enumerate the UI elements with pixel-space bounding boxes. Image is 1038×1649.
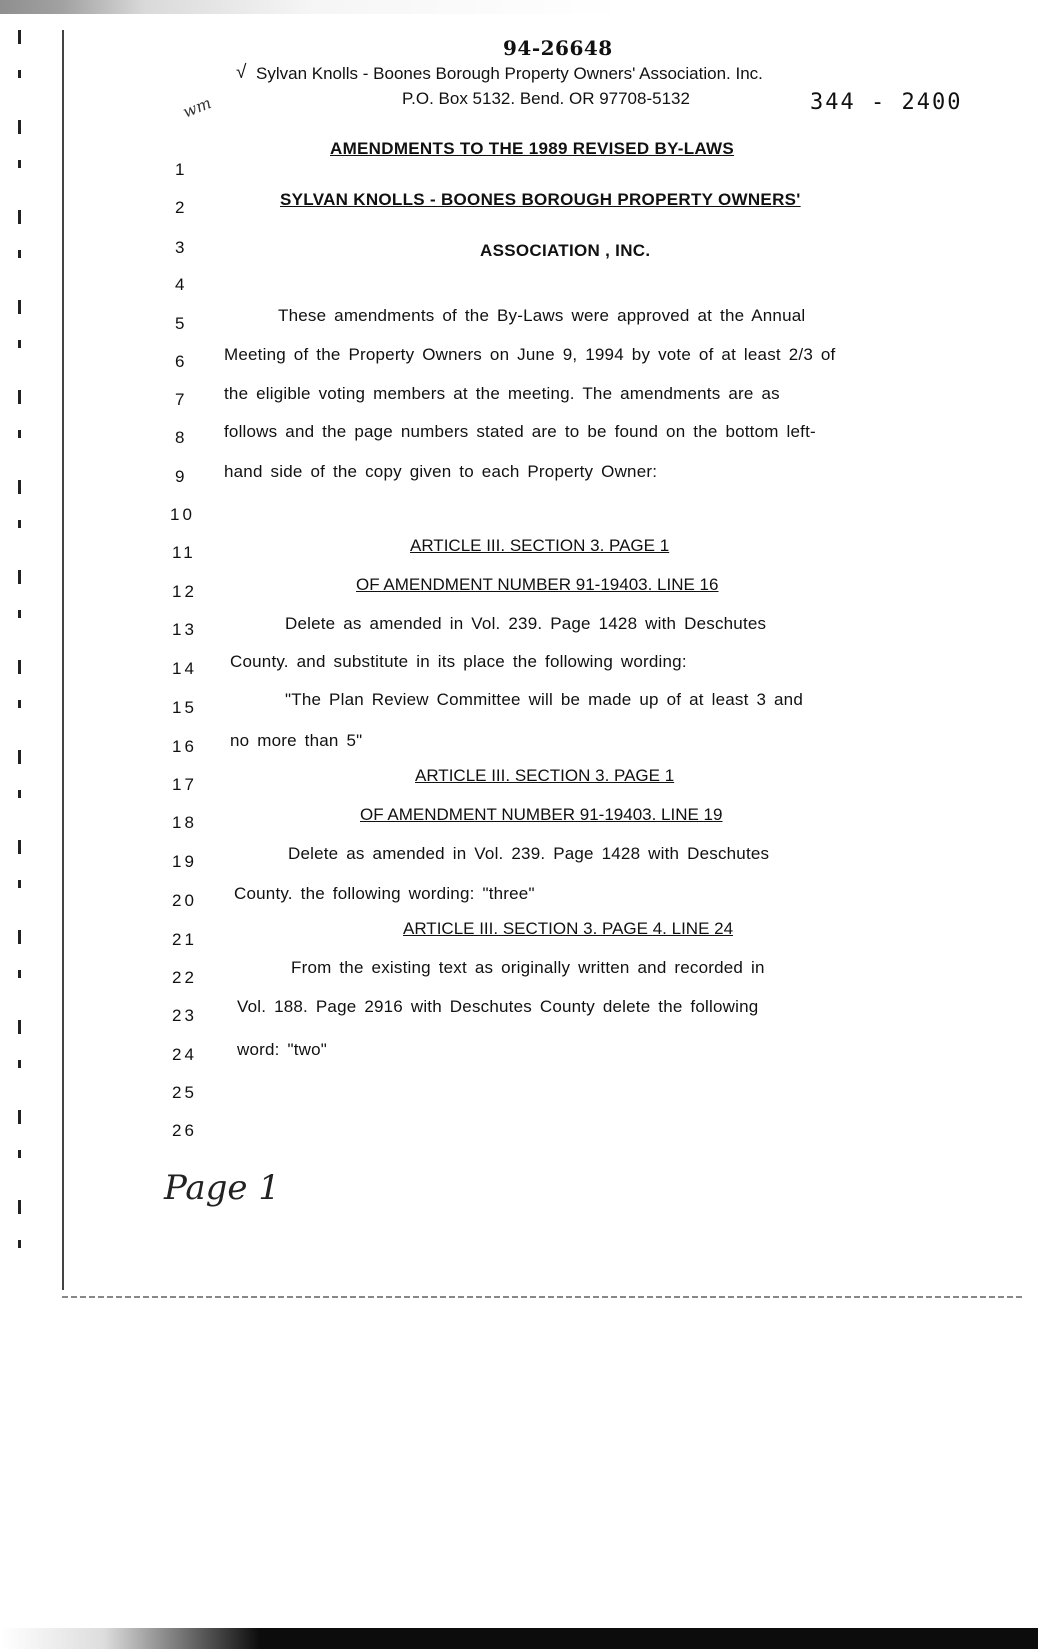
line-number: 22 — [172, 968, 197, 987]
scan-edge-left — [18, 30, 21, 1270]
intro-line: follows and the page numbers stated are to be found on the bottom left- — [224, 422, 816, 441]
amendment-line: From the existing text as originally written and recorded in — [291, 958, 765, 977]
intro-line: Meeting of the Property Owners on June 9, 1994 by vote of at least 2/3 of — [224, 345, 836, 364]
amendment-line: word: "two" — [237, 1040, 328, 1059]
intro-line: the eligible voting members at the meeting. The amendments are as — [224, 384, 780, 403]
amendment-heading: ARTICLE III. SECTION 3. PAGE 4. LINE 24 — [403, 919, 734, 938]
amendment-heading: ARTICLE III. SECTION 3. PAGE 1 — [410, 536, 670, 555]
intro-line: These amendments of the By-Laws were approved at the Annual — [278, 306, 806, 325]
line-number: 13 — [172, 620, 197, 639]
intro-line: hand side of the copy given to each Property Owner: — [224, 462, 658, 481]
amendment-line: County. and substitute in its place the following wording: — [230, 652, 687, 671]
line-number: 23 — [172, 1006, 197, 1025]
line-number: 26 — [172, 1121, 197, 1140]
line-number: 3 — [175, 238, 188, 257]
line-number: 5 — [175, 314, 188, 333]
margin-rule — [62, 30, 64, 1290]
line-number: 8 — [175, 428, 188, 447]
amendment-line: Vol. 188. Page 2916 with Deschutes County delete the following — [237, 997, 759, 1016]
association-name: SYLVAN KNOLLS - BOONES BOROUGH PROPERTY OWNERS' — [280, 190, 801, 209]
amendment-subheading: OF AMENDMENT NUMBER 91-19403. LINE 16 — [356, 575, 719, 594]
organization-line: Sylvan Knolls - Boones Borough Property Owners' Association. Inc. — [256, 64, 763, 83]
recording-stamp: 344 - 2400 — [810, 90, 963, 115]
amendment-heading: ARTICLE III. SECTION 3. PAGE 1 — [415, 766, 675, 785]
scan-edge-top — [0, 0, 1038, 14]
handwritten-initials: wm — [180, 93, 214, 122]
amendment-line: "The Plan Review Committee will be made up of at least 3 and — [285, 690, 803, 709]
line-number: 11 — [172, 543, 196, 562]
scan-edge-bottom-fade — [0, 1628, 260, 1649]
line-number: 17 — [172, 775, 197, 794]
line-number: 24 — [172, 1045, 197, 1064]
amendment-line: no more than 5" — [230, 731, 363, 750]
line-number: 18 — [172, 813, 197, 832]
line-number: 21 — [172, 930, 197, 949]
line-number: 7 — [175, 390, 188, 409]
line-number: 12 — [172, 582, 197, 601]
line-number: 6 — [175, 352, 188, 371]
line-number: 2 — [175, 198, 188, 217]
document-number: 94-26648 — [503, 36, 613, 60]
document-title: AMENDMENTS TO THE 1989 REVISED BY-LAWS — [330, 139, 735, 158]
amendment-line: Delete as amended in Vol. 239. Page 1428 with Deschutes — [288, 844, 770, 863]
amendment-subheading: OF AMENDMENT NUMBER 91-19403. LINE 19 — [360, 805, 723, 824]
association-suffix: ASSOCIATION , INC. — [480, 241, 651, 260]
amendment-line: Delete as amended in Vol. 239. Page 1428 with Deschutes — [285, 614, 767, 633]
line-number: 15 — [172, 698, 197, 717]
amendment-line: County. the following wording: "three" — [234, 884, 535, 903]
line-number: 25 — [172, 1083, 197, 1102]
line-number: 16 — [172, 737, 197, 756]
address-line: P.O. Box 5132. Bend. OR 97708-5132 — [402, 89, 690, 108]
line-number: 1 — [175, 160, 188, 179]
scan-edge-rule — [62, 1296, 1022, 1298]
line-number: 9 — [175, 467, 188, 486]
line-number: 10 — [170, 505, 195, 524]
handwritten-page-label: Page 1 — [164, 1168, 280, 1208]
line-number: 19 — [172, 852, 197, 871]
line-number: 14 — [172, 659, 197, 678]
line-number: 20 — [172, 891, 197, 910]
line-number: 4 — [175, 275, 188, 294]
checkmark: √ — [236, 62, 247, 83]
